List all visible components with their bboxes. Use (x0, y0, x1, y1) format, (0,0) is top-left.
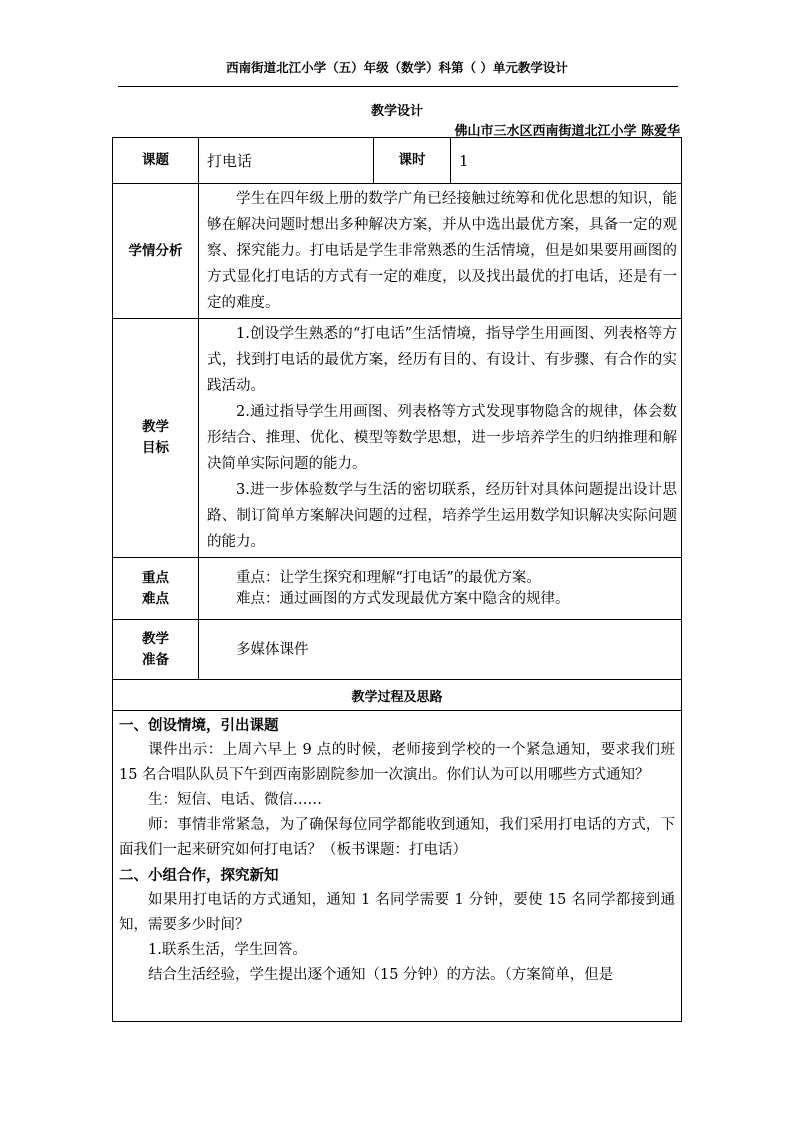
document-title: 教学设计 (370, 104, 423, 119)
key-points-cell (199, 558, 682, 620)
section-1-paragraph: 师：事情非常紧急，为了确保每位同学都能收到通知，我们采用打电话的方式，下面我们一起来研究如何打电话？（板书课题：打电话） (119, 817, 675, 858)
process-title-row (113, 680, 682, 711)
section-1-title: 一、创设情境，引出课题 (119, 717, 279, 734)
analysis-label: 学情分析 (113, 184, 199, 319)
prep-row (113, 620, 682, 680)
goals-label-line2: 目标 (142, 440, 169, 456)
hours-label: 课时 (374, 138, 451, 184)
goals-label-line1: 教学 (142, 419, 169, 435)
goal-item: 3.进一步体验数学与生活的密切联系，经历针对具体问题提出设计思路、制订简单方案解决问题的过程，培养学生运用数学知识解决实际问题的能力。 (207, 482, 677, 550)
goal-item: 1.创设学生熟悉的“打电话”生活情境，指导学生用画图、列表格等方式，找到打电话的最优方案，经历有目的、有设计、有步骤、有合作的实践活动。 (207, 326, 677, 394)
goals-label (113, 319, 199, 558)
process-row (113, 711, 682, 1022)
prep-label-line1: 教学 (142, 630, 169, 647)
section-2-paragraph: 如果用打电话的方式通知，通知 1 名同学需要 1 分钟，要使 15 名同学都接到通知，需要多少时间？ (119, 892, 675, 933)
key-point-text: 重点：让学生探究和理解“打电话”的最优方案。 (236, 569, 541, 586)
lesson-plan-table (112, 137, 682, 1022)
topic-value: 打电话 (199, 138, 374, 184)
goals-row (113, 319, 682, 558)
section-1-paragraph: 课件出示：上周六早上 9 点的时候，老师接到学校的一个紧急通知，要求我们班 15 名合唱队队员下午到西南影剧院参加一次演出。你们认为可以用哪些方式通知？ (119, 742, 675, 783)
header-divider (118, 86, 678, 87)
section-2-paragraph: 1.联系生活，学生回答。 (148, 942, 307, 958)
key-points-row (113, 558, 682, 620)
analysis-cell (199, 184, 682, 319)
document-header: 西南街道北江小学（五）年级（数学）科第（ ）单元教学设计 (226, 60, 568, 75)
topic-row (113, 138, 682, 184)
difficulty-text: 难点：通过画图的方式发现最优方案中隐含的规律。 (236, 590, 570, 607)
topic-label: 课题 (113, 138, 199, 184)
key-label-line2: 难点 (142, 590, 169, 607)
prep-cell (199, 620, 682, 680)
process-title: 教学过程及思路 (113, 680, 682, 711)
prep-value: 多媒体课件 (236, 641, 309, 658)
key-label-line1: 重点 (142, 569, 169, 586)
section-2-title: 二、小组合作，探究新知 (119, 867, 279, 884)
key-label (113, 558, 199, 620)
author-line: 佛山市三水区西南街道北江小学 陈爱华 (454, 124, 680, 139)
analysis-text: 学生在四年级上册的数学广角已经接触过统筹和优化思想的知识，能够在解决问题时想出多种解决方案，并从中选出最优方案，具备一定的观察、探究能力。打电话是学生非常熟悉的生活情境，但是如果要用画图的方式显化打电话的方式有一定的难度，以及找出最优的打电话，还是有一定的难度。 (207, 191, 677, 311)
hours-value: 1 (451, 138, 682, 184)
analysis-row (113, 184, 682, 319)
section-1-paragraph: 生：短信、电话、微信…… (148, 792, 322, 808)
process-cell (113, 711, 682, 1022)
goal-item: 2.通过指导学生用画图、列表格等方式发现事物隐含的规律，体会数形结合、推理、优化、模型等数学思想，进一步培养学生的归纳推理和解决简单实际问题的能力。 (207, 404, 677, 472)
prep-label (113, 620, 199, 680)
section-2-paragraph: 结合生活经验，学生提出逐个通知（15 分钟）的方法。（方案简单，但是 (148, 967, 614, 983)
prep-label-line2: 准备 (142, 651, 169, 668)
goals-cell (199, 319, 682, 558)
